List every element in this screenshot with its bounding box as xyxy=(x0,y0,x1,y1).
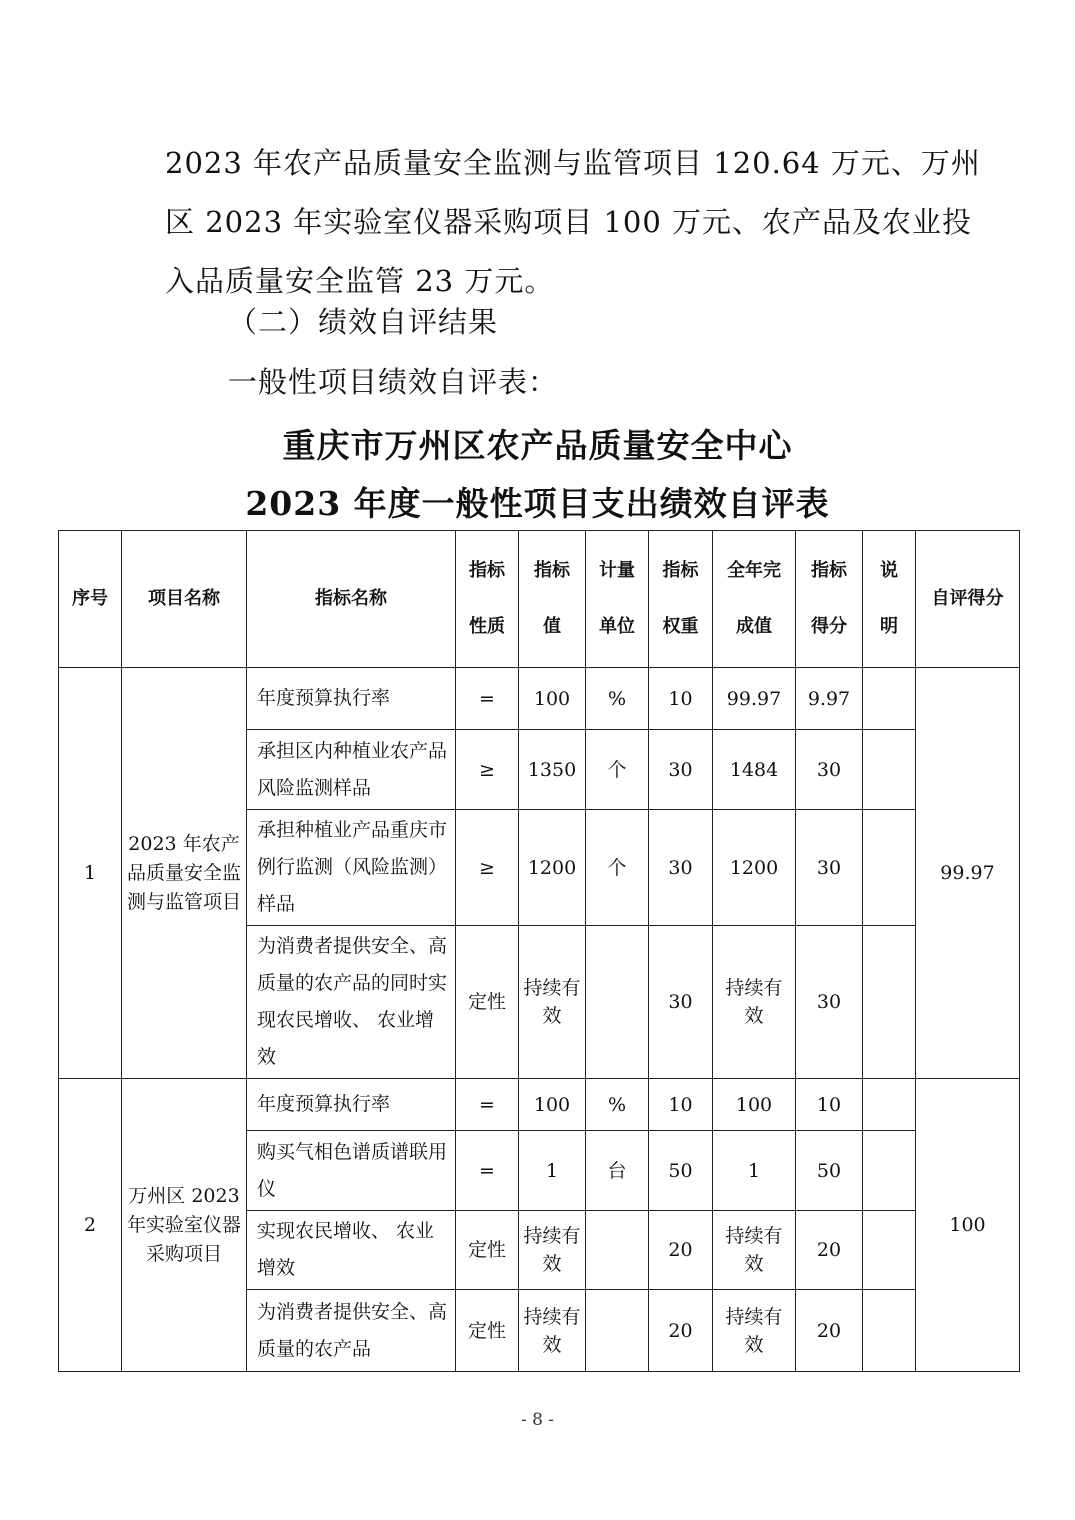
indicator-name: 为消费者提供安全、高质量的农产品的同时实现农民增收、 农业增效 xyxy=(247,926,456,1079)
indicator-note xyxy=(863,668,916,730)
intro-line-1: 2023 年农产品质量安全监测与监管项目 120.64 万元、万州 xyxy=(165,146,981,180)
page-number: - 8 - xyxy=(520,1410,555,1430)
indicator-note xyxy=(863,1079,916,1131)
indicator-weight: 20 xyxy=(649,1211,713,1290)
indicator-name: 年度预算执行率 xyxy=(247,668,456,730)
indicator-actual: 持续有效 xyxy=(713,1211,796,1290)
indicator-nature: = xyxy=(456,1131,519,1211)
group-self-score: 99.97 xyxy=(916,668,1020,1079)
indicator-unit: % xyxy=(586,1079,649,1131)
indicator-value: 持续有效 xyxy=(519,1211,586,1290)
indicator-note xyxy=(863,1131,916,1211)
intro-paragraph xyxy=(165,134,981,311)
intro-line-3: 入品质量安全监管 23 万元。 xyxy=(165,264,555,298)
indicator-name: 承担种植业产品重庆市例行监测（风险监测）样品 xyxy=(247,810,456,926)
indicator-score: 50 xyxy=(796,1131,863,1211)
indicator-note xyxy=(863,730,916,810)
indicator-nature: 定性 xyxy=(456,1290,519,1372)
indicator-value: 持续有效 xyxy=(519,1290,586,1372)
indicator-name: 为消费者提供安全、高质量的农产品 xyxy=(247,1290,456,1372)
indicator-value: 1200 xyxy=(519,810,586,926)
header-note: 说 明 xyxy=(863,531,916,668)
indicator-weight: 20 xyxy=(649,1290,713,1372)
indicator-score: 9.97 xyxy=(796,668,863,730)
indicator-score: 20 xyxy=(796,1290,863,1372)
indicator-unit: % xyxy=(586,668,649,730)
header-weight: 指标 权重 xyxy=(649,531,713,668)
indicator-nature: ≥ xyxy=(456,730,519,810)
indicator-name: 购买气相色谱质谱联用仪 xyxy=(247,1131,456,1211)
section-heading: （二）绩效自评结果 xyxy=(228,305,499,339)
indicator-weight: 30 xyxy=(649,926,713,1079)
indicator-score: 30 xyxy=(796,926,863,1079)
table-title-line-1: 重庆市万州区农产品质量安全中心 xyxy=(282,426,793,465)
indicator-note xyxy=(863,1290,916,1372)
header-self-score: 自评得分 xyxy=(916,531,1020,668)
indicator-value: 1350 xyxy=(519,730,586,810)
intro-line-2: 区 2023 年实验室仪器采购项目 100 万元、农产品及农业投 xyxy=(165,205,973,239)
header-actual: 全年完 成值 xyxy=(713,531,796,668)
table-title-line-2: 2023 年度一般性项目支出绩效自评表 xyxy=(245,484,830,523)
indicator-score: 10 xyxy=(796,1079,863,1131)
indicator-nature: ≥ xyxy=(456,810,519,926)
indicator-unit: 个 xyxy=(586,730,649,810)
indicator-actual: 持续有效 xyxy=(713,1290,796,1372)
indicator-actual: 99.97 xyxy=(713,668,796,730)
group-seq: 1 xyxy=(59,668,122,1079)
indicator-nature: 定性 xyxy=(456,926,519,1079)
indicator-nature: = xyxy=(456,1079,519,1131)
indicator-note xyxy=(863,926,916,1079)
indicator-actual: 1484 xyxy=(713,730,796,810)
indicator-value: 100 xyxy=(519,1079,586,1131)
header-indicator: 指标名称 xyxy=(247,531,456,668)
group-self-score: 100 xyxy=(916,1079,1020,1372)
indicator-unit: 台 xyxy=(586,1131,649,1211)
indicator-weight: 30 xyxy=(649,810,713,926)
table-heading: 一般性项目绩效自评表： xyxy=(228,365,559,399)
header-seq: 序号 xyxy=(59,531,122,668)
table-header-row xyxy=(59,531,1020,668)
header-score: 指标 得分 xyxy=(796,531,863,668)
performance-table xyxy=(58,530,1020,1372)
indicator-actual: 持续有效 xyxy=(713,926,796,1079)
group-seq: 2 xyxy=(59,1079,122,1372)
indicator-unit xyxy=(586,926,649,1079)
indicator-name: 年度预算执行率 xyxy=(247,1079,456,1131)
indicator-note xyxy=(863,1211,916,1290)
indicator-unit: 个 xyxy=(586,810,649,926)
indicator-value: 1 xyxy=(519,1131,586,1211)
indicator-actual: 1 xyxy=(713,1131,796,1211)
indicator-unit xyxy=(586,1290,649,1372)
indicator-nature: 定性 xyxy=(456,1211,519,1290)
indicator-score: 30 xyxy=(796,810,863,926)
indicator-weight: 10 xyxy=(649,1079,713,1131)
table-row xyxy=(59,1079,1020,1131)
header-project: 项目名称 xyxy=(122,531,247,668)
indicator-actual: 1200 xyxy=(713,810,796,926)
indicator-value: 持续有效 xyxy=(519,926,586,1079)
group-project-name: 万州区 2023 年实验室仪器采购项目 xyxy=(122,1079,247,1372)
indicator-actual: 100 xyxy=(713,1079,796,1131)
indicator-score: 20 xyxy=(796,1211,863,1290)
indicator-weight: 30 xyxy=(649,730,713,810)
header-unit: 计量 单位 xyxy=(586,531,649,668)
indicator-name: 实现农民增收、 农业增效 xyxy=(247,1211,456,1290)
group-project-name: 2023 年农产品质量安全监测与监管项目 xyxy=(122,668,247,1079)
indicator-weight: 10 xyxy=(649,668,713,730)
indicator-name: 承担区内种植业农产品风险监测样品 xyxy=(247,730,456,810)
indicator-score: 30 xyxy=(796,730,863,810)
header-nature: 指标 性质 xyxy=(456,531,519,668)
header-value: 指标 值 xyxy=(519,531,586,668)
indicator-weight: 50 xyxy=(649,1131,713,1211)
indicator-note xyxy=(863,810,916,926)
indicator-value: 100 xyxy=(519,668,586,730)
indicator-nature: = xyxy=(456,668,519,730)
table-row xyxy=(59,668,1020,730)
indicator-unit xyxy=(586,1211,649,1290)
